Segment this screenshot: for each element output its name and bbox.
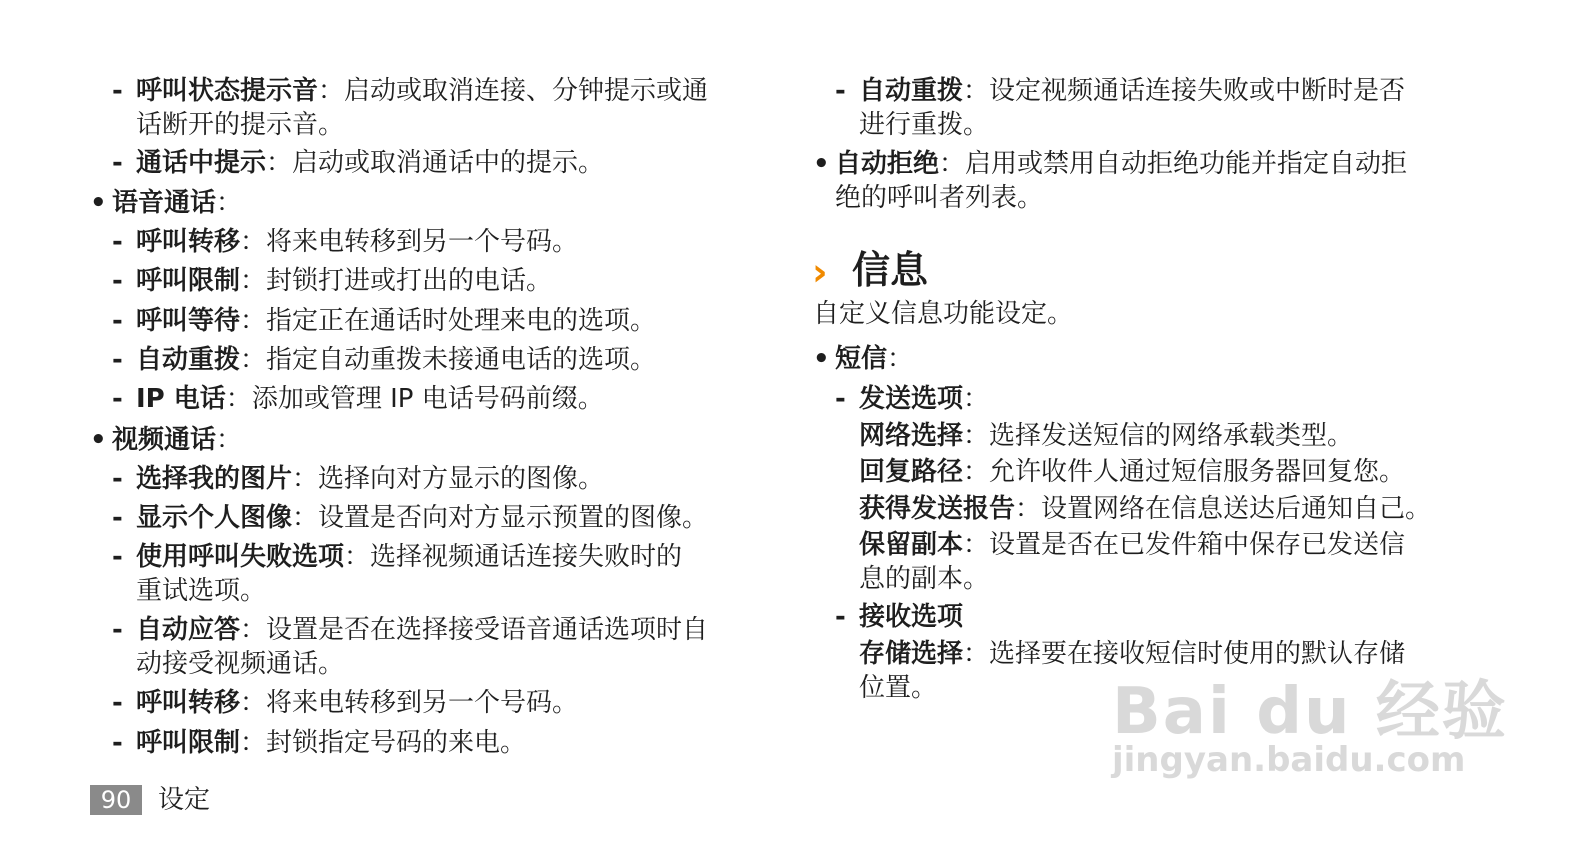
section-intro: 自定义信息功能设定。 xyxy=(813,299,1074,329)
list-item: 网络选择：选择发送短信的网络承载类型。 xyxy=(859,421,1354,451)
section-title: 信息 xyxy=(852,248,929,292)
section-chevron-icon: › xyxy=(812,250,828,294)
list-item: 回复路径：允许收件人通过短信服务器回复您。 xyxy=(859,457,1406,487)
watermark-url: jingyan.baidu.com xyxy=(1112,740,1466,780)
watermark-logo: Bai du 经验 xyxy=(1112,675,1508,749)
list-item: 存储选择：选择要在接收短信时使用的默认存储 位置。 xyxy=(859,639,1406,703)
page-number: 90 xyxy=(90,785,142,815)
list-item: 获得发送报告：设置网络在信息送达后通知自己。 xyxy=(859,494,1432,524)
footer-section-label: 设定 xyxy=(158,785,211,815)
list-item: 保留副本：设置是否在已发件箱中保存已发送信 息的副本。 xyxy=(859,530,1406,594)
